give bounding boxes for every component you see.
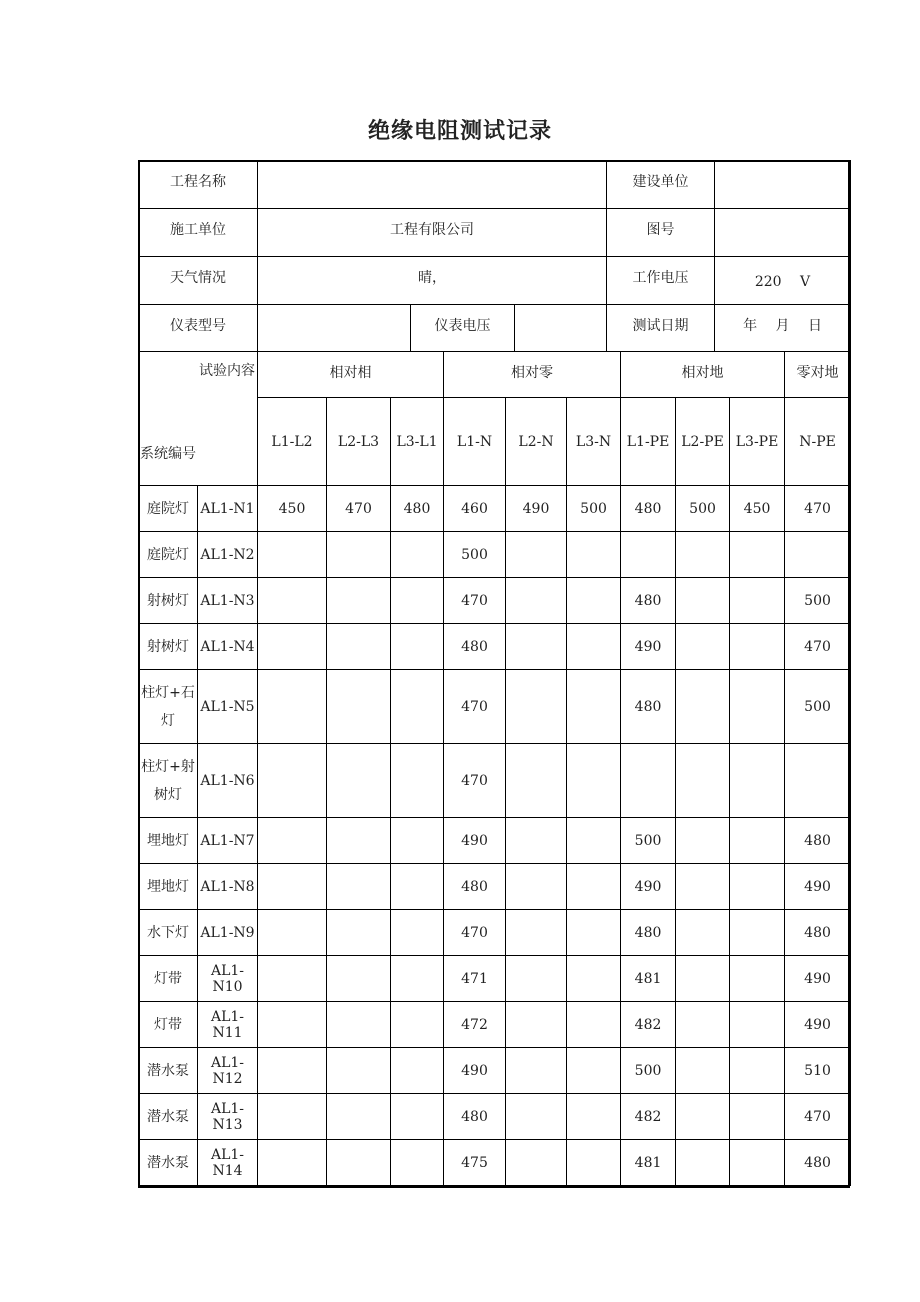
resistance-value-cell: [730, 1002, 785, 1048]
weather-value: 晴，: [258, 257, 607, 305]
resistance-value-cell: [258, 1002, 327, 1048]
table-row: [139, 578, 851, 624]
resistance-value-cell: 480: [621, 910, 676, 956]
resistance-value-cell: [391, 670, 444, 744]
column-header: L1-PE: [621, 398, 676, 486]
row-system-code: AL1-N1: [198, 486, 258, 532]
row-system-code: AL1-N2: [198, 532, 258, 578]
resistance-value-cell: [391, 624, 444, 670]
resistance-value-cell: 510: [785, 1048, 851, 1094]
resistance-value-cell: 460: [444, 486, 506, 532]
resistance-value-cell: [506, 578, 567, 624]
resistance-value-cell: [730, 1094, 785, 1140]
resistance-value-cell: [567, 578, 621, 624]
resistance-value-cell: 470: [785, 486, 851, 532]
row-system-name: 庭院灯: [139, 486, 198, 532]
contractor-value: 工程有限公司: [258, 209, 607, 257]
resistance-value-cell: [730, 1140, 785, 1186]
resistance-value-cell: [676, 910, 730, 956]
working-voltage-value: 220 V: [715, 257, 851, 305]
page-title: 绝缘电阻测试记录: [367, 119, 552, 144]
resistance-value-cell: [676, 818, 730, 864]
column-header: L2-PE: [676, 398, 730, 486]
resistance-value-cell: [676, 1048, 730, 1094]
row-system-code: AL1-N11: [198, 1002, 258, 1048]
resistance-value-cell: 482: [621, 1002, 676, 1048]
test-date-label: 测试日期: [607, 305, 715, 352]
resistance-value-cell: [391, 1002, 444, 1048]
resistance-value-cell: 490: [621, 864, 676, 910]
resistance-value-cell: [567, 670, 621, 744]
project-name-value: [258, 161, 607, 209]
resistance-value-cell: [567, 744, 621, 818]
resistance-value-cell: 450: [730, 486, 785, 532]
resistance-value-cell: [730, 670, 785, 744]
resistance-value-cell: 480: [785, 818, 851, 864]
resistance-value-cell: 470: [444, 744, 506, 818]
row-system-name: 埋地灯: [139, 818, 198, 864]
resistance-value-cell: 470: [444, 910, 506, 956]
weather-label: 天气情况: [139, 257, 258, 305]
resistance-value-cell: [621, 744, 676, 818]
row-system-name: 埋地灯: [139, 864, 198, 910]
column-header: N-PE: [785, 398, 851, 486]
resistance-value-cell: [258, 1048, 327, 1094]
row-system-code: AL1-N13: [198, 1094, 258, 1140]
row-system-name: 射树灯: [139, 624, 198, 670]
row-system-name: 射树灯: [139, 578, 198, 624]
drawing-no-label: 图号: [607, 209, 715, 257]
resistance-value-cell: [730, 744, 785, 818]
column-header: L3-L1: [391, 398, 444, 486]
resistance-value-cell: [391, 818, 444, 864]
resistance-value-cell: [506, 864, 567, 910]
resistance-value-cell: [506, 956, 567, 1002]
measurement-table: [138, 351, 851, 1186]
resistance-value-cell: [327, 1002, 391, 1048]
resistance-value-cell: [506, 1048, 567, 1094]
column-header: L3-PE: [730, 398, 785, 486]
resistance-value-cell: [258, 864, 327, 910]
resistance-value-cell: [676, 1002, 730, 1048]
column-header: L3-N: [567, 398, 621, 486]
resistance-value-cell: [567, 532, 621, 578]
table-row: [139, 1002, 851, 1048]
resistance-value-cell: 470: [444, 670, 506, 744]
table-row: [139, 818, 851, 864]
row-system-name: 庭院灯: [139, 532, 198, 578]
resistance-value-cell: [567, 956, 621, 1002]
resistance-value-cell: [327, 532, 391, 578]
contractor-label: 施工单位: [139, 209, 258, 257]
test-content-label: 试验内容: [199, 363, 255, 379]
resistance-value-cell: 480: [444, 1094, 506, 1140]
resistance-value-cell: 490: [506, 486, 567, 532]
resistance-value-cell: [567, 864, 621, 910]
resistance-value-cell: 480: [391, 486, 444, 532]
project-name-label: 工程名称: [139, 161, 258, 209]
resistance-value-cell: [327, 1048, 391, 1094]
resistance-value-cell: [506, 910, 567, 956]
row-system-code: AL1-N6: [198, 744, 258, 818]
instrument-model-label: 仪表型号: [139, 305, 258, 352]
column-header: L2-N: [506, 398, 567, 486]
instrument-voltage-label: 仪表电压: [411, 305, 515, 352]
table-row: [139, 910, 851, 956]
resistance-value-cell: [676, 956, 730, 1002]
working-voltage-label: 工作电压: [607, 257, 715, 305]
resistance-value-cell: [567, 910, 621, 956]
resistance-value-cell: [327, 818, 391, 864]
resistance-value-cell: 480: [444, 624, 506, 670]
instrument-model-value: [258, 305, 411, 352]
resistance-value-cell: 490: [785, 864, 851, 910]
resistance-value-cell: 500: [785, 578, 851, 624]
resistance-value-cell: [730, 956, 785, 1002]
resistance-value-cell: 472: [444, 1002, 506, 1048]
resistance-value-cell: [327, 670, 391, 744]
resistance-value-cell: 490: [785, 1002, 851, 1048]
resistance-value-cell: [258, 624, 327, 670]
resistance-value-cell: [391, 910, 444, 956]
resistance-value-cell: [730, 818, 785, 864]
group-phase-ground: 相对地: [621, 352, 785, 398]
resistance-value-cell: 500: [621, 818, 676, 864]
info-table: [138, 160, 851, 352]
resistance-value-cell: 490: [444, 818, 506, 864]
resistance-value-cell: [676, 670, 730, 744]
row-system-code: AL1-N4: [198, 624, 258, 670]
resistance-value-cell: 500: [444, 532, 506, 578]
table-row: [139, 744, 851, 818]
row-system-name: 柱灯+石灯: [139, 670, 198, 744]
client-value: [715, 161, 851, 209]
resistance-value-cell: [676, 1140, 730, 1186]
row-system-code: AL1-N5: [198, 670, 258, 744]
resistance-value-cell: 480: [621, 670, 676, 744]
resistance-value-cell: [258, 744, 327, 818]
resistance-value-cell: 481: [621, 956, 676, 1002]
resistance-value-cell: [258, 910, 327, 956]
resistance-value-cell: [621, 532, 676, 578]
resistance-value-cell: [567, 1002, 621, 1048]
resistance-value-cell: [258, 1140, 327, 1186]
resistance-value-cell: [506, 1094, 567, 1140]
resistance-value-cell: 470: [785, 1094, 851, 1140]
group-phase-phase: 相对相: [258, 352, 444, 398]
table-row: [139, 1140, 851, 1186]
resistance-value-cell: [258, 1094, 327, 1140]
group-phase-neutral: 相对零: [444, 352, 621, 398]
resistance-value-cell: 480: [785, 1140, 851, 1186]
resistance-value-cell: [506, 670, 567, 744]
resistance-value-cell: [506, 818, 567, 864]
resistance-value-cell: [327, 578, 391, 624]
resistance-value-cell: 480: [444, 864, 506, 910]
corner-header-cell: [139, 352, 258, 486]
resistance-value-cell: [730, 532, 785, 578]
resistance-value-cell: [567, 624, 621, 670]
row-system-code: AL1-N8: [198, 864, 258, 910]
resistance-value-cell: 450: [258, 486, 327, 532]
resistance-value-cell: [327, 864, 391, 910]
row-system-name: 潜水泵: [139, 1094, 198, 1140]
resistance-value-cell: [506, 744, 567, 818]
resistance-value-cell: [506, 624, 567, 670]
table-row: [139, 864, 851, 910]
resistance-value-cell: 490: [621, 624, 676, 670]
resistance-value-cell: [391, 864, 444, 910]
resistance-value-cell: [391, 1094, 444, 1140]
table-row: [139, 670, 851, 744]
resistance-value-cell: [506, 532, 567, 578]
resistance-value-cell: 470: [444, 578, 506, 624]
resistance-value-cell: [676, 532, 730, 578]
resistance-value-cell: 475: [444, 1140, 506, 1186]
resistance-value-cell: [567, 1140, 621, 1186]
resistance-value-cell: [785, 532, 851, 578]
table-row: [139, 1094, 851, 1140]
row-system-name: 潜水泵: [139, 1048, 198, 1094]
resistance-value-cell: [676, 624, 730, 670]
resistance-value-cell: [258, 578, 327, 624]
resistance-value-cell: [258, 670, 327, 744]
resistance-value-cell: [391, 1140, 444, 1186]
resistance-value-cell: [506, 1140, 567, 1186]
resistance-value-cell: [258, 956, 327, 1002]
resistance-value-cell: [327, 956, 391, 1002]
resistance-value-cell: 470: [327, 486, 391, 532]
resistance-value-cell: 480: [621, 486, 676, 532]
row-system-name: 灯带: [139, 956, 198, 1002]
resistance-value-cell: [327, 1140, 391, 1186]
resistance-value-cell: [730, 864, 785, 910]
resistance-value-cell: [391, 532, 444, 578]
resistance-value-cell: [567, 1048, 621, 1094]
resistance-value-cell: 481: [621, 1140, 676, 1186]
resistance-value-cell: [730, 624, 785, 670]
row-system-code: AL1-N10: [198, 956, 258, 1002]
resistance-value-cell: [506, 1002, 567, 1048]
resistance-value-cell: 490: [444, 1048, 506, 1094]
row-system-code: AL1-N3: [198, 578, 258, 624]
instrument-voltage-value: [515, 305, 607, 352]
drawing-no-value: [715, 209, 851, 257]
resistance-value-cell: 500: [621, 1048, 676, 1094]
table-row: [139, 486, 851, 532]
resistance-value-cell: [327, 1094, 391, 1140]
resistance-value-cell: [567, 1094, 621, 1140]
row-system-code: AL1-N7: [198, 818, 258, 864]
test-date-value: 年 月 日: [715, 305, 851, 352]
group-neutral-ground: 零对地: [785, 352, 851, 398]
resistance-value-cell: [327, 624, 391, 670]
resistance-value-cell: 482: [621, 1094, 676, 1140]
resistance-value-cell: [676, 1094, 730, 1140]
resistance-value-cell: [391, 956, 444, 1002]
row-system-name: 潜水泵: [139, 1140, 198, 1186]
column-header: L2-L3: [327, 398, 391, 486]
row-system-code: AL1-N14: [198, 1140, 258, 1186]
table-row: [139, 624, 851, 670]
resistance-value-cell: 490: [785, 956, 851, 1002]
row-system-name: 灯带: [139, 1002, 198, 1048]
resistance-value-cell: [676, 578, 730, 624]
client-label: 建设单位: [607, 161, 715, 209]
resistance-value-cell: [258, 532, 327, 578]
column-header: L1-L2: [258, 398, 327, 486]
resistance-value-cell: [785, 744, 851, 818]
resistance-value-cell: [567, 818, 621, 864]
row-system-code: AL1-N9: [198, 910, 258, 956]
resistance-value-cell: 500: [676, 486, 730, 532]
resistance-value-cell: 500: [567, 486, 621, 532]
column-header: L1-N: [444, 398, 506, 486]
resistance-value-cell: [730, 578, 785, 624]
table-row: [139, 1048, 851, 1094]
resistance-value-cell: [327, 910, 391, 956]
resistance-value-cell: [730, 910, 785, 956]
resistance-value-cell: [327, 744, 391, 818]
row-system-name: 水下灯: [139, 910, 198, 956]
resistance-value-cell: [676, 744, 730, 818]
resistance-value-cell: [730, 1048, 785, 1094]
system-no-label: 系统编号: [140, 446, 196, 462]
row-system-code: AL1-N12: [198, 1048, 258, 1094]
resistance-value-cell: [676, 864, 730, 910]
resistance-value-cell: 480: [785, 910, 851, 956]
resistance-value-cell: [391, 744, 444, 818]
resistance-value-cell: 470: [785, 624, 851, 670]
resistance-value-cell: [258, 818, 327, 864]
resistance-value-cell: 480: [621, 578, 676, 624]
resistance-value-cell: 500: [785, 670, 851, 744]
row-system-name: 柱灯+射树灯: [139, 744, 198, 818]
table-row: [139, 956, 851, 1002]
resistance-value-cell: [391, 578, 444, 624]
resistance-value-cell: 471: [444, 956, 506, 1002]
resistance-value-cell: [391, 1048, 444, 1094]
table-row: [139, 532, 851, 578]
